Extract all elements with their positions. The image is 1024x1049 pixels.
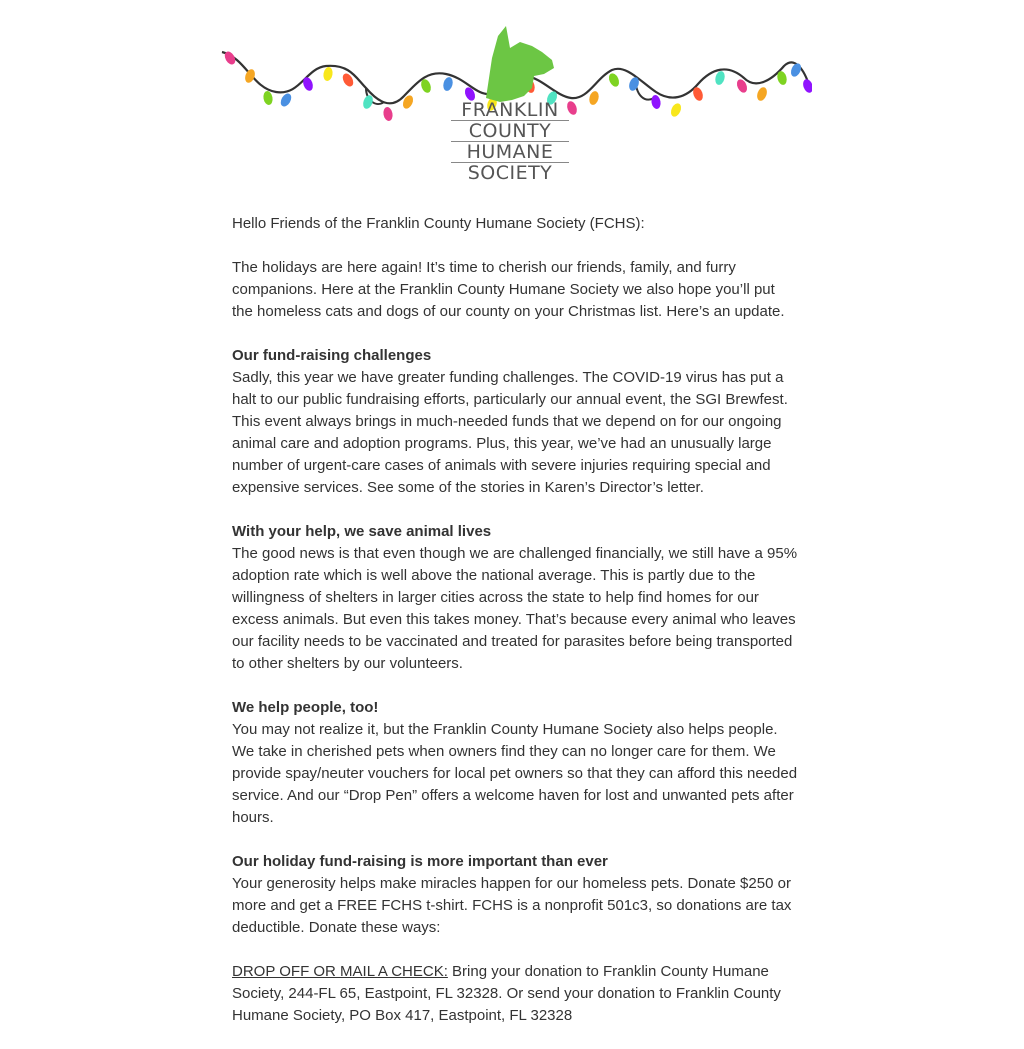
section-help-people: [232, 697, 798, 829]
section-heading: With your help, we save animal lives: [232, 523, 492, 540]
section-body: Sadly, this year we have greater funding challenges. The COVID-19 virus has put a halt to our public fundraising efforts, particularly our annual event, the SGI Brewfest. This event always brings in much-needed funds that we depend on for our ongoing animal care and adoption programs. Plus, this year, we’ve had an unusually large number of urgent-care cases of animals with severe injuries requiring special and expensive services. See some of the stories in Karen’s Director’s letter.: [232, 369, 788, 496]
section-holiday-fundraising: [232, 851, 798, 939]
logo-line: COUNTY: [451, 121, 569, 142]
section-body: Your generosity helps make miracles happen for our homeless pets. Donate $250 or more and get a FREE FCHS t-shirt. FCHS is a nonprofit 501c3, so donations are tax deductible. Donate these ways:: [232, 875, 792, 936]
logo-line: HUMANE: [451, 142, 569, 163]
light-bulb-icon: [301, 76, 314, 92]
dog-logo-icon: [486, 26, 554, 102]
drop-off-label: DROP OFF OR MAIL A CHECK:: [232, 963, 448, 980]
light-bulb-icon: [801, 78, 812, 94]
light-bulb-icon: [279, 92, 294, 109]
light-bulb-icon: [382, 106, 393, 121]
light-bulb-icon: [588, 90, 600, 106]
light-bulb-icon: [607, 72, 621, 88]
section-heading: Our holiday fund-raising is more important than ever: [232, 853, 608, 870]
light-bulb-icon: [322, 66, 333, 81]
light-bulb-icon: [755, 86, 768, 102]
logo-line: SOCIETY: [467, 162, 553, 184]
section-heading: Our fund-raising challenges: [232, 347, 432, 364]
light-bulb-icon: [714, 70, 726, 86]
section-save-lives: [232, 521, 798, 675]
light-bulb-icon: [650, 94, 661, 109]
light-bulb-icon: [262, 90, 273, 105]
greeting: Hello Friends of the Franklin County Humane Society (FCHS):: [232, 215, 645, 232]
light-bulb-icon: [669, 102, 683, 118]
section-body: The good news is that even though we are challenged financially, we still have a 95% adoption rate which is well above the national average. This is partly due to the willingness of shelters in larger cities across the state to help find homes for our excess animals. But even this takes money. That’s because every animal who leaves our facility needs to be vaccinated and treated for parasites before being transported to other shelters by our volunteers.: [232, 545, 798, 672]
header-banner: [216, 18, 812, 190]
letter-body: [232, 213, 798, 1049]
light-bulb-icon: [442, 76, 454, 92]
drop-off-text: Bring your donation to Franklin County Humane Society, 244-FL 65, Eastpoint, FL 32328. Or send your donation to Franklin County Humane Society, PO Box 417, Eastpoint, FL 32328: [232, 963, 781, 1024]
drop-off-paragraph: [232, 961, 798, 1027]
section-fundraising-challenges: [232, 345, 798, 499]
logo-line: FRANKLIN: [451, 100, 569, 121]
light-bulb-icon: [243, 68, 256, 84]
section-heading: We help people, too!: [232, 699, 379, 716]
logo-wordmark: [440, 100, 580, 183]
intro-paragraph: The holidays are here again! It’s time to cherish our friends, family, and furry companions. Here at the Franklin County Humane Society we also hope you’ll put the homeless cats and dogs of our county on your Christmas list. Here’s an update.: [232, 259, 785, 320]
section-body: You may not realize it, but the Franklin County Humane Society also helps people. We take in cherished pets when owners find they can no longer care for them. We provide spay/neuter vouchers for local pet owners so that they can afford this needed service. And our “Drop Pen” offers a welcome haven for lost and unwanted pets after hours.: [232, 721, 798, 826]
